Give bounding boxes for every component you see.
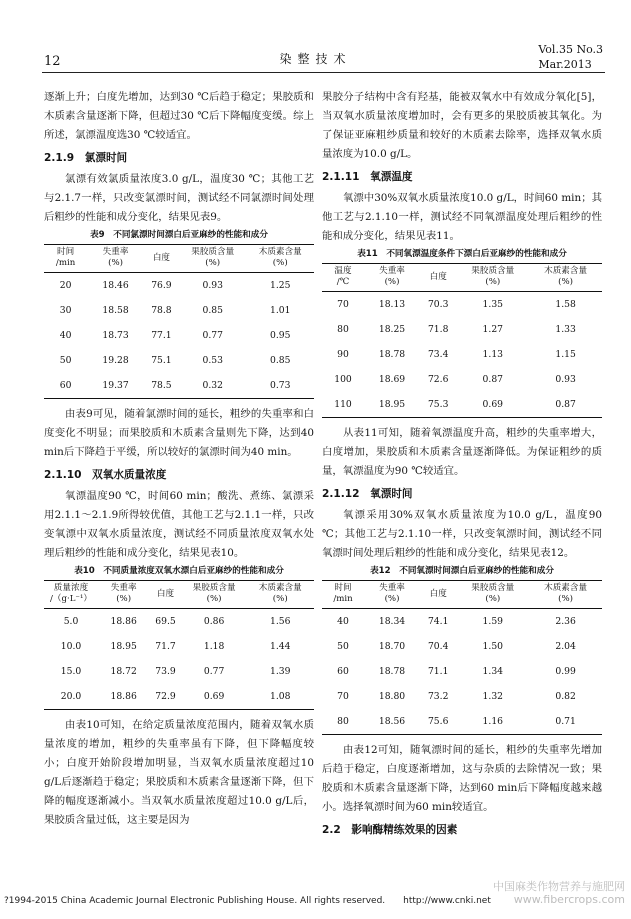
table-cell: 18.73 (102, 330, 129, 341)
table-cell: 1.33 (555, 324, 576, 335)
column-header: 木质素含量 (%) (246, 581, 314, 609)
table-cell: 18.69 (378, 374, 406, 385)
table-cell: 0.99 (555, 666, 576, 677)
table-row (322, 317, 602, 342)
table-cell: 1.08 (246, 684, 314, 710)
table-10 (44, 580, 314, 710)
table-row (44, 323, 314, 348)
table-row (44, 659, 314, 684)
table-cell: 2.04 (555, 641, 576, 652)
column-header: 失重率 (%) (87, 245, 144, 273)
table-cell: 50 (59, 355, 72, 366)
table-cell: 73.9 (155, 666, 176, 677)
table-cell: 18.95 (110, 641, 137, 652)
table-cell: 1.16 (456, 709, 529, 735)
table-cell: 1.35 (482, 299, 504, 310)
column-header: 白度 (144, 245, 179, 273)
paragraph: 逐渐上升；白度先增加，达到30 ℃后趋于稳定；果胶质和木质素含量逐渐下降，但超过30 ℃后下降幅度变缓。综上所述，氯漂温度选30 ℃较适宜。 (44, 91, 314, 141)
table-cell: 20 (59, 280, 72, 291)
table-cell: 0.73 (246, 373, 314, 399)
table-cell: 18.34 (378, 616, 406, 627)
table-row (44, 373, 314, 399)
table-cell: 0.86 (203, 616, 225, 627)
table-row (44, 273, 314, 299)
table-cell: 0.71 (529, 709, 602, 735)
watermark-text: 中国麻类作物营养与施肥网 www.fibercrops.com (493, 880, 625, 906)
table-cell: 69.5 (155, 616, 176, 627)
table-cell: 0.53 (202, 355, 223, 366)
table-cell: 100 (334, 374, 352, 385)
table-cell: 110 (322, 392, 364, 418)
table-12 (322, 580, 602, 735)
section-heading-2-1-11: 2.1.11 氧漂温度 (322, 171, 413, 183)
table-cell: 18.95 (364, 392, 420, 418)
table-cell: 72.9 (149, 684, 181, 710)
table-cell: 78.5 (144, 373, 179, 399)
table-cell: 0.77 (202, 330, 223, 341)
paragraph: 氯漂有效氯质量浓度3.0 g/L，温度30 ℃；其他工艺与2.1.7一样，只改变氯漂时间，测试经不同氯漂时间处理后粗纱的性能和成分变化，结果见表9。 (44, 173, 314, 223)
table-row (322, 684, 602, 709)
column-header: 果胶质含量 (%) (182, 581, 247, 609)
table-9-caption: 表9 不同氯漂时间漂白后亚麻纱的性能和成分 (90, 230, 268, 240)
table-cell: 1.15 (555, 349, 576, 360)
table-cell: 0.32 (179, 373, 247, 399)
table-cell: 1.56 (270, 616, 291, 627)
table-cell: 1.25 (270, 280, 291, 291)
table-cell: 1.50 (482, 641, 504, 652)
table-cell: 77.1 (151, 330, 172, 341)
left-column (44, 88, 314, 830)
column-header: 果胶质含量 (%) (456, 581, 529, 609)
table-cell: 40 (337, 616, 349, 627)
table-cell: 70.4 (427, 641, 449, 652)
table-cell: 1.27 (482, 324, 504, 335)
table-row (44, 348, 314, 373)
column-header: 果胶质含量 (%) (456, 264, 529, 292)
table-cell: 0.85 (202, 305, 223, 316)
table-cell: 72.6 (427, 374, 449, 385)
table-row (322, 634, 602, 659)
table-cell: 73.2 (427, 691, 449, 702)
table-cell: 1.13 (482, 349, 504, 360)
table-cell: 71.7 (155, 641, 176, 652)
table-row (322, 609, 602, 635)
table-row (322, 392, 602, 418)
table-cell: 70 (337, 691, 349, 702)
paragraph: 由表9可见，随着氯漂时间的延长，粗纱的失重率和白度变化不明显；而果胶质和木质素含量则先下降，达到40 min后下降趋于平缓，所以较好的氯漂时间为40 min。 (44, 408, 314, 458)
table-cell: 18.86 (110, 616, 137, 627)
table-cell: 70.3 (427, 299, 449, 310)
table-cell: 75.6 (420, 709, 456, 735)
table-cell: 73.4 (427, 349, 449, 360)
table-row (44, 609, 314, 635)
table-cell: 71.8 (427, 324, 449, 335)
table-cell: 10.0 (60, 641, 82, 652)
table-cell: 0.87 (482, 374, 504, 385)
table-row (44, 298, 314, 323)
table-cell: 18.58 (102, 305, 129, 316)
table-cell: 18.80 (378, 691, 406, 702)
table-row (44, 634, 314, 659)
table-cell: 15.0 (60, 666, 82, 677)
table-cell: 80 (337, 324, 349, 335)
site-watermark (493, 880, 625, 906)
column-header: 白度 (420, 264, 456, 292)
table-cell: 30 (59, 305, 72, 316)
table-cell: 90 (337, 349, 349, 360)
table-cell: 1.34 (482, 666, 504, 677)
issue-info (538, 42, 603, 72)
paragraph: 氧漂中30%双氧水质量浓度10.0 g/L，时间60 min；其他工艺与2.1.10一样，测试经不同氧漂温度处理后粗纱的性能和成分变化，结果见表11。 (322, 192, 602, 242)
table-cell: 0.69 (456, 392, 529, 418)
table-cell: 20.0 (44, 684, 98, 710)
paragraph: 氧漂温度90 ℃，时间60 min；酸洗、煮练、氯漂采用2.1.1～2.1.9所得较优值，其他工艺与2.1.1一样，只改变氧漂中双氧水质量浓度，测试经不同质量浓度双氧水处理后粗纱的性能和成分变化，结果见表10。 (44, 490, 314, 559)
column-header: 白度 (149, 581, 181, 609)
table-row (322, 367, 602, 392)
paragraph: 由表12可知，随氧漂时间的延长，粗纱的失重率先增加后趋于稳定，白度逐渐增加，这与杂质的去除情况一致；果胶质和木质素含量逐渐下降，达到60 min后下降幅度越来越小。选择氧漂时间为60 min较适宜。 (322, 744, 602, 813)
table-cell: 1.44 (270, 641, 291, 652)
table-cell: 70 (337, 299, 349, 310)
table-header-row (322, 264, 602, 292)
column-header: 木质素含量 (%) (246, 245, 314, 273)
column-header: 质量浓度 /（g·L⁻¹） (44, 581, 98, 609)
table-cell: 18.78 (378, 666, 406, 677)
table-cell: 18.13 (378, 299, 406, 310)
table-11 (322, 263, 602, 418)
table-cell: 18.56 (364, 709, 420, 735)
table-cell: 60 (337, 666, 349, 677)
table-cell: 75.3 (420, 392, 456, 418)
section-heading-2-1-10: 2.1.10 双氧水质量浓度 (44, 469, 167, 481)
table-cell: 71.1 (427, 666, 449, 677)
column-header: 木质素含量 (%) (529, 264, 602, 292)
table-cell: 0.93 (555, 374, 576, 385)
paragraph: 从表11可知，随着氧漂温度升高，粗纱的失重率增大，白度增加，果胶质和木质素含量逐渐降低。为保证粗纱的质量，氧漂温度为90 ℃较适宜。 (322, 427, 602, 477)
paragraph: 果胶分子结构中含有羟基，能被双氧水中有效成分氧化[5]，当双氧水质量浓度增加时，会有更多的果胶质被其氧化。为了保证亚麻粗纱质量和较好的木质素去除率，选择双氧水质量浓度为10.0 g/L。 (322, 91, 602, 160)
column-header: 失重率 (%) (364, 264, 420, 292)
table-row (322, 342, 602, 367)
issue-date: Mar.2013 (538, 58, 592, 71)
table-cell: 0.77 (203, 666, 225, 677)
table-cell: 78.8 (151, 305, 172, 316)
table-cell: 1.01 (270, 305, 291, 316)
section-heading-2-1-9: 2.1.9 氯漂时间 (44, 152, 128, 164)
column-header: 时间 /min (44, 245, 87, 273)
section-heading-2-1-12: 2.1.12 氧漂时间 (322, 488, 413, 500)
paragraph: 氧漂采用30%双氧水质量浓度为10.0 g/L，温度90 ℃；其他工艺与2.1.10一样，只改变氧漂时间，测试经不同氧漂时间处理后粗纱的性能和成分变化，结果见表12。 (322, 509, 602, 559)
table-cell: 0.85 (270, 355, 291, 366)
table-cell: 1.59 (482, 616, 504, 627)
table-header-row (44, 245, 314, 273)
table-cell: 0.82 (555, 691, 576, 702)
table-header-row (44, 581, 314, 609)
table-cell: 0.93 (202, 280, 223, 291)
copyright-footer: ?1994-2015 China Academic Journal Electronic Publishing House. All rights reserved. http://www.cnki.net (4, 896, 491, 906)
paragraph: 由表10可知，在给定质量浓度范围内，随着双氧水质量浓度的增加，粗纱的失重率虽有下降，但下降幅度较小；白度开始阶段增加明显，当双氧水质量浓度超过10 g/L后逐渐趋于稳定；果胶质和木质素含量逐渐下降，但下降的幅度逐渐减小。当双氧水质量浓度超过10.0 g/L后，果胶质含量过低，这主要是因为 (44, 719, 314, 826)
table-12-caption: 表12 不同氧漂时间漂白后亚麻纱的性能和成分 (370, 566, 554, 576)
table-cell: 1.32 (482, 691, 504, 702)
table-cell: 18.86 (98, 684, 149, 710)
page-number: 12 (44, 54, 61, 69)
header-rule (42, 72, 605, 73)
right-column (322, 88, 602, 842)
table-cell: 76.9 (151, 280, 172, 291)
table-cell: 0.69 (182, 684, 247, 710)
table-cell: 18.70 (378, 641, 406, 652)
volume-number: Vol.35 No.3 (538, 43, 603, 56)
section-heading-2-2: 2.2 影响酶精练效果的因素 (322, 824, 458, 836)
table-cell: 19.37 (87, 373, 144, 399)
table-cell: 18.72 (110, 666, 137, 677)
table-cell: 18.25 (378, 324, 406, 335)
column-header: 失重率 (%) (364, 581, 420, 609)
table-cell: 18.78 (378, 349, 406, 360)
table-row (322, 292, 602, 318)
table-cell: 1.39 (270, 666, 291, 677)
column-header: 果胶质含量 (%) (179, 245, 247, 273)
table-cell: 50 (337, 641, 349, 652)
table-9 (44, 244, 314, 399)
column-header: 时间 /min (322, 581, 364, 609)
column-header: 温度 /℃ (322, 264, 364, 292)
table-cell: 19.28 (102, 355, 129, 366)
table-row (44, 684, 314, 710)
table-cell: 2.36 (555, 616, 576, 627)
column-header: 白度 (420, 581, 456, 609)
table-row (322, 709, 602, 735)
table-cell: 0.87 (529, 392, 602, 418)
column-header: 木质素含量 (%) (529, 581, 602, 609)
column-header: 失重率 (%) (98, 581, 149, 609)
table-cell: 80 (322, 709, 364, 735)
table-cell: 5.0 (63, 616, 79, 627)
journal-name: 染整技术 (279, 52, 352, 66)
table-cell: 0.95 (270, 330, 291, 341)
table-row (322, 659, 602, 684)
table-cell: 75.1 (151, 355, 172, 366)
table-cell: 60 (44, 373, 87, 399)
table-11-caption: 表11 不同氧漂温度条件下漂白后亚麻纱的性能和成分 (357, 249, 567, 259)
table-cell: 74.1 (427, 616, 449, 627)
table-cell: 1.58 (555, 299, 576, 310)
table-header-row (322, 581, 602, 609)
table-cell: 1.18 (203, 641, 225, 652)
table-cell: 40 (59, 330, 72, 341)
table-10-caption: 表10 不同质量浓度双氧水漂白后亚麻纱的性能和成分 (74, 566, 284, 576)
table-cell: 18.46 (102, 280, 129, 291)
